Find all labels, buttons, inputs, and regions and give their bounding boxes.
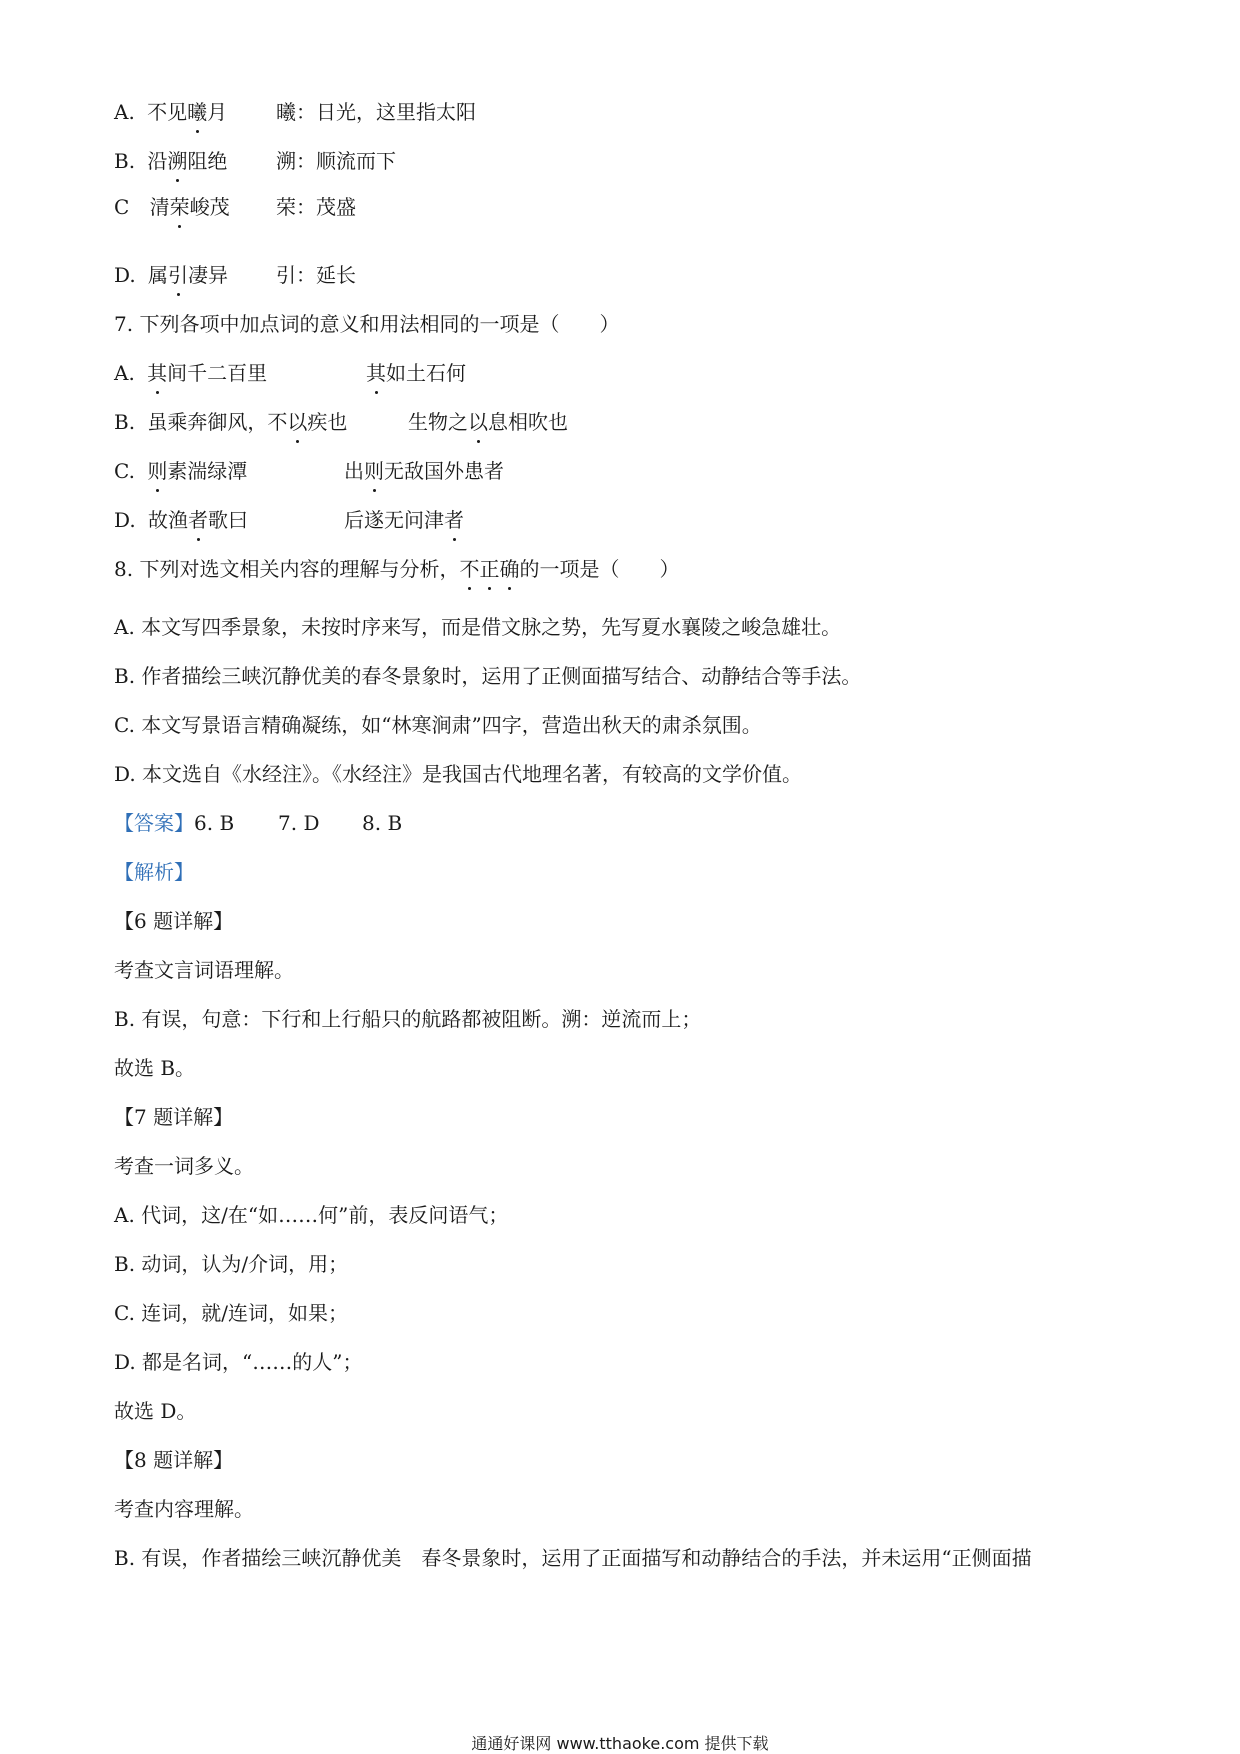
q7-option-c: C. 则素湍绿潭 出则无敌国外患者 <box>114 459 504 483</box>
emphasis-dot-char: 荣 <box>169 195 190 219</box>
emphasis-dot-char: 者 <box>188 508 209 532</box>
emphasis-dot-char: 以 <box>287 410 308 434</box>
detail6-line: 故选 B。 <box>114 1056 196 1080</box>
q8-option-a: A. 本文写四季景象，未按时序来写，而是借文脉之势，先写夏水襄陵之峻急雄壮。 <box>114 615 842 639</box>
q6-option-b: B. 沿溯阻绝 溯：顺流而下 <box>114 149 396 173</box>
emphasis-dot-char: 溯 <box>167 149 188 173</box>
answer-label: 【答案】 <box>114 811 194 835</box>
q7-stem: 7. 下列各项中加点词的意义和用法相同的一项是（ ） <box>114 312 620 336</box>
emphasis-dot-char: 其 <box>366 361 386 385</box>
emphasis-dot-char: 不 <box>459 557 480 581</box>
q7-option-b: B. 虽乘奔御风，不以疾也 生物之以息相吹也 <box>114 410 568 434</box>
detail7-line: 故选 D。 <box>114 1399 197 1423</box>
emphasis-dot-char: 则 <box>147 459 168 483</box>
emphasis-dot-char: 则 <box>364 459 384 483</box>
emphasis-dot-char: 正 <box>479 557 500 581</box>
q6-option-a: A. 不见曦月 曦：日光，这里指太阳 <box>114 100 476 124</box>
q8-option-d: D. 本文选自《水经注》。《水经注》是我国古代地理名著，有较高的文学价值。 <box>114 762 803 786</box>
q6-option-d: D. 属引凄异 引：延长 <box>114 263 356 287</box>
detail7-line: B. 动词，认为/介词，用； <box>114 1252 349 1276</box>
detail8-line: 考查内容理解。 <box>114 1497 254 1521</box>
q6-option-c: C 清荣峻茂 荣：茂盛 <box>114 195 356 219</box>
detail7-line: D. 都是名词，“……的人”； <box>114 1350 363 1374</box>
page-footer: 通通好课网 www.tthaoke.com 提供下载 <box>471 1734 769 1753</box>
detail6-title: 【6 题详解】 <box>114 909 234 933</box>
q8-option-c: C. 本文写景语言精确凝练，如“林寒涧肃”四字，营造出秋天的肃杀氛围。 <box>114 713 762 737</box>
answer-line: 【答案】6. B 7. D 8. B <box>114 811 403 835</box>
emphasis-dot-char: 其 <box>147 361 168 385</box>
q8-option-b: B. 作者描绘三峡沉静优美的春冬景象时，运用了正侧面描写结合、动静结合等手法。 <box>114 664 862 688</box>
detail6-line: 考查文言词语理解。 <box>114 958 294 982</box>
detail7-line: A. 代词，这/在“如……何”前，表反问语气； <box>114 1203 509 1227</box>
q8-stem: 8. 下列对选文相关内容的理解与分析，不正确的一项是（ ） <box>114 557 680 581</box>
q7-option-a: A. 其间千二百里 其如土石何 <box>114 361 466 385</box>
emphasis-dot-char: 确 <box>499 557 520 581</box>
analysis-label: 【解析】 <box>114 860 194 884</box>
emphasis-dot-char: 引 <box>168 263 189 287</box>
detail7-title: 【7 题详解】 <box>114 1105 234 1129</box>
detail7-line: 考查一词多义。 <box>114 1154 254 1178</box>
detail8-line: B. 有误，作者描绘三峡沉静优美 春冬景象时，运用了正面描写和动静结合的手法，并未运用“正侧面描 <box>114 1546 1032 1570</box>
detail6-line: B. 有误，句意：下行和上行船只的航路都被阻断。溯：逆流而上； <box>114 1007 702 1031</box>
detail7-line: C. 连词，就/连词，如果； <box>114 1301 349 1325</box>
q7-option-d: D. 故渔者歌曰 后遂无问津者 <box>114 508 464 532</box>
emphasis-dot-char: 曦 <box>187 100 208 124</box>
emphasis-dot-char: 以 <box>468 410 488 434</box>
emphasis-dot-char: 者 <box>444 508 464 532</box>
detail8-title: 【8 题详解】 <box>114 1448 234 1472</box>
